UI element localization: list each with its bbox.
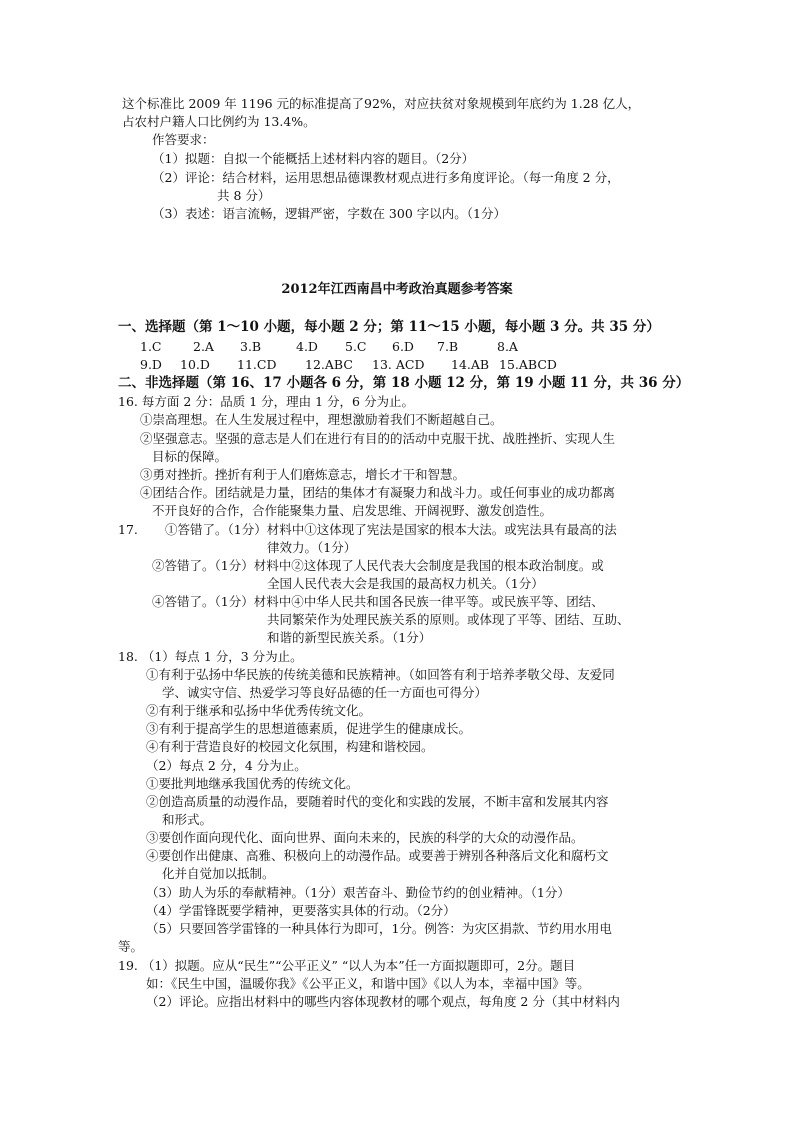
q18-line-4: ②有利于继承和弘扬中华优秀传统文化。 [146,703,372,718]
q17-line-4: 全国人民代表大会是我国的最高权力机关。（1分） [267,576,544,591]
q18-line-9: ②创造高质量的动漫作品，要随着时代的变化和实践的发展，不断丰富和发展其内容 [146,794,609,809]
q16-line-3: ②坚强意志。坚强的意志是人们在进行有目的的活动中克服干扰、战胜挫折、实现人生 [140,431,616,446]
q17-line-5: ④答错了。（1分）材料中④中华人民共和国各民族一律平等。或民族平等、团结、 [152,594,604,609]
q17-line-1: ①答错了。（1分）材料中①这体现了宪法是国家的根本大法。或宪法具有最高的法 [165,522,617,537]
mcq-1: 1.C [140,339,162,354]
q16-line-1: 16. 每方面 2 分：品质 1 分，理由 1 分，6 分为止。 [118,394,414,409]
q18-line-14: （3）助人为乐的奉献精神。（1分）艰苦奋斗、勤俭节约的创业精神。（1分） [146,885,570,900]
q16-line-4: 目标的保障。 [152,449,228,464]
section-2-heading: 二、非选择题（第 16、17 小题各 6 分，第 18 小题 12 分，第 19 小题 11 分，共 36 分） [118,375,690,391]
mcq-14: 14.AB [451,357,490,372]
q18-line-10: 和形式。 [162,812,213,827]
requirement-3: （3）表述：语言流畅，逻辑严密，字数在 300 字以内。（1分） [152,206,506,221]
q18-line-5: ③有利于提高学生的思想道德素质，促进学生的健康成长。 [146,721,472,736]
mcq-12: 12.ABC [305,357,353,372]
mcq-8: 8.A [497,339,518,354]
requirement-2: （2）评论：结合材料，运用思想品德课教材观点进行多角度评论。（每一角度 2 分， [152,170,620,185]
mcq-5: 5.C [345,339,367,354]
mcq-9: 9.D [140,357,162,372]
q18-line-11: ③要创作面向现代化、面向世界、面向未来的，民族的科学的大众的动漫作品。 [146,830,584,845]
q17-line-3: ②答错了。（1分）材料中②这体现了人民代表大会制度是我国的根本政治制度。或 [152,558,604,573]
q16-line-6: ④团结合作。团结就是力量，团结的集体才有凝聚力和战斗力。或任何事业的成功都离 [140,485,616,500]
mcq-3: 3.B [240,339,262,354]
mcq-6: 6.D [392,339,414,354]
q18-line-8: ①要批判地继承我国优秀的传统文化。 [146,776,359,791]
q18-line-1: 18. （1）每点 1 分，3 分为止。 [118,649,303,664]
q18-line-2: ①有利于弘扬中华民族的传统美德和民族精神。（如回答有利于培养孝敬父母、友爱同 [146,667,615,682]
q18-line-12: ④要创作出健康、高雅、积极向上的动漫作品。或要善于辨别各种落后文化和腐朽文 [146,848,609,863]
q18-line-3: 学、诚实守信、热爱学习等良好品德的任一方面也可得分） [162,685,488,700]
q19-line-2: 如：《民生中国，温暖你我》《公平正义，和谐中国》《以人为本，幸福中国》等。 [146,976,590,991]
answers-title: 2012年江西南昌中考政治真题参考答案 [281,282,513,297]
mcq-15: 15.ABCD [499,357,557,372]
section-1-heading: 一、选择题（第 1～10 小题，每小题 2 分；第 11～15 小题，每小题 3 分。共 35 分） [118,319,660,335]
top-line-2: 占农村户籍人口比例约为 13.4%。 [122,114,316,129]
requirement-2-cont: 共 8 分） [217,188,271,203]
q16-line-7: 不开良好的合作，合作能聚集力量、启发思维、开阔视野、激发创造性。 [152,503,553,518]
top-line-1: 这个标准比 2009 年 1196 元的标准提高了92%，对应扶贫对象规模到年底约为 1.28 亿人， [122,96,641,111]
mcq-13: 13. ACD [372,357,425,372]
q16-line-2: ①崇高理想。在人生发展过程中，理想激励着我们不断超越自己。 [140,412,503,427]
q16-line-5: ③勇对挫折。挫折有利于人们磨炼意志，增长才干和智慧。 [140,467,466,482]
q18-line-16: （5）只要回答学雷锋的一种具体行为即可，1分。例答：为灾区捐款、节约用水用电 [146,921,612,936]
q18-line-15: （4）学雷锋既要学精神，更要落实具体的行动。（2分） [146,903,456,918]
q17-line-6: 共同繁荣作为处理民族关系的原则。或体现了平等、团结、互助、 [267,612,630,627]
mcq-11: 11.CD [237,357,277,372]
q18-line-17: 等。 [118,939,144,954]
requirements-heading: 作答要求： [152,132,215,147]
q19-line-3: （2）评论。应指出材料中的哪些内容体现教材的哪个观点，每角度 2 分（其中材料内 [146,994,620,1009]
mcq-4: 4.D [296,339,318,354]
mcq-10: 10.D [180,357,210,372]
q19-line-1: 19. （1）拟题。应从“民生”“公平正义” “以人为本”任一方面拟题即可，2分。题目 [118,958,576,973]
q18-line-6: ④有利于营造良好的校园文化氛围，构建和谐校园。 [146,739,434,754]
q18-line-13: 化并自觉加以抵制。 [162,866,275,881]
mcq-7: 7.B [437,339,459,354]
q17-line-2: 律效力。（1分） [267,540,357,555]
requirement-1: （1）拟题：自拟一个能概括上述材料内容的题目。（2分） [152,151,475,166]
q17-line-7: 和谐的新型民族关系。（1分） [267,630,432,645]
q18-line-7: （2）每点 2 分，4 分为止。 [146,758,307,773]
q17-number: 17. [118,522,138,537]
mcq-2: 2.A [193,339,214,354]
